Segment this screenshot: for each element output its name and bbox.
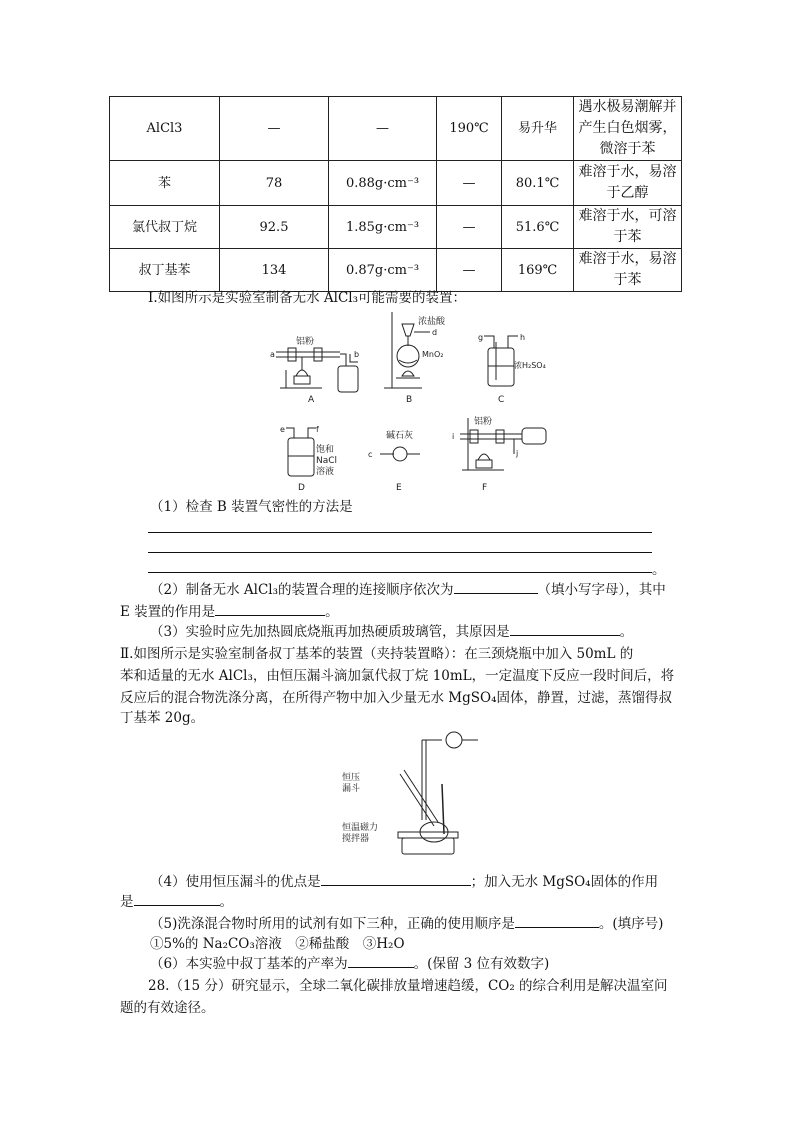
apparatus-b [384, 312, 446, 405]
label-sat-nacl-1: 饱和 [316, 445, 335, 455]
q3-text: （3）实验时应先加热圆底烧瓶再加热硬质玻璃管，其原因是 [150, 624, 510, 640]
apparatus-f [452, 415, 546, 493]
label-D: D [298, 483, 305, 493]
label-sat-nacl-3: 溶液 [316, 467, 335, 477]
label-sat-nacl-2: NaCl [316, 456, 338, 466]
table-cell: AlCl3 [110, 97, 220, 161]
table-cell: 遇水极易潮解并产生白色烟雾，微溶于苯 [574, 97, 682, 161]
table-cell: 易升华 [502, 97, 574, 161]
part1-intro: Ⅰ.如图所示是实验室制备无水 AlCl₃可能需要的装置： [148, 290, 467, 306]
label-stirrer-1: 恒温磁力 [342, 823, 379, 833]
table-cell: 92.5 [220, 206, 329, 249]
label-al-powder-f: 铝粉 [474, 417, 493, 427]
answer-blank [321, 871, 471, 886]
question-4-cont: 是 。 [120, 890, 676, 914]
label-d: d [432, 328, 438, 337]
apparatus-a [270, 335, 359, 405]
label-F: F [482, 483, 488, 493]
table-row [110, 161, 682, 206]
question-6 [150, 952, 706, 976]
label-mno2: MnO₂ [422, 350, 444, 359]
question-3: （3）实验时应先加热圆底烧瓶再加热硬质玻璃管，其原因是 。 [150, 620, 706, 644]
apparatus-c [478, 333, 546, 405]
table-cell: — [437, 206, 502, 249]
label-C: C [498, 395, 505, 405]
label-E: E [396, 483, 402, 493]
part2-intro-4: 丁基苯 20g。 [120, 710, 205, 726]
label-conc-hcl: 浓盐酸 [418, 317, 446, 327]
q2-part-a: （2）制备无水 AlCl₃的装置合理的连接顺序依次为 [150, 582, 454, 598]
q6-text: （6）本实验中叔丁基苯的产率为 [150, 956, 348, 972]
label-funnel-1: 恒压 [342, 773, 361, 783]
table-cell: 0.88g·cm⁻³ [329, 161, 437, 206]
label-c-e: c [368, 450, 373, 459]
label-al-powder-a: 铝粉 [296, 337, 315, 347]
label-conc-h2so4: 浓H₂SO₄ [514, 361, 546, 370]
table-row [110, 97, 682, 161]
label-g: g [478, 333, 484, 342]
table-cell: 190℃ [437, 97, 502, 161]
q2-part-b: （填小写字母），其中 [537, 582, 666, 598]
label-A: A [308, 395, 315, 405]
q5-part-b: 。(填序号) [598, 916, 664, 932]
properties-table [109, 96, 682, 292]
apparatus-e [368, 429, 420, 493]
table-cell: 苯 [110, 161, 220, 206]
table-cell: — [220, 97, 329, 161]
label-funnel-2: 漏斗 [342, 784, 361, 794]
table-cell: 78 [220, 161, 329, 206]
q4-part-c: 是 [120, 894, 134, 910]
q2-part-c: E 装置的作用是 [120, 604, 216, 620]
table-cell: 51.6℃ [502, 206, 574, 249]
table-cell: 134 [220, 249, 329, 292]
label-soda-lime: 碱石灰 [386, 431, 414, 441]
question-1: （1）检查 B 装置气密性的方法是 [150, 499, 353, 515]
question-5-options: ①5%的 Na₂CO₃溶液 ②稀盐酸 ③H₂O [150, 936, 405, 952]
table-cell: — [437, 161, 502, 206]
question-28-line-2: 题的有效途径。 [120, 1000, 215, 1016]
table-cell: 0.87g·cm⁻³ [329, 249, 437, 292]
answer-blank [454, 579, 538, 594]
table-cell: 难溶于水，易溶于乙醇 [574, 161, 682, 206]
table-cell: 难溶于水，易溶于苯 [574, 249, 682, 292]
label-h: h [520, 333, 526, 342]
question-2 [150, 578, 706, 602]
answer-blank [134, 891, 220, 906]
table-row [110, 206, 682, 249]
table-cell: 80.1℃ [502, 161, 574, 206]
label-j: j [516, 449, 519, 458]
answer-blank [215, 601, 325, 616]
question-2-cont: E 装置的作用是 。 [120, 600, 676, 624]
q5-text: （5)洗涤混合物时所用的试剂有如下三种，正确的使用顺序是 [150, 916, 515, 932]
part2-intro-1: Ⅱ.如图所示是实验室制备叔丁基苯的装置（夹持装置略）：在三颈烧瓶中加入 50mL 的 [120, 646, 634, 662]
q6-part-b: 。(保留 3 位有效数字) [413, 956, 550, 972]
label-i: i [452, 432, 455, 441]
answer-blank [348, 953, 414, 968]
answer-line [148, 572, 652, 573]
q4-part-a: （4）使用恒压漏斗的优点是 [150, 874, 321, 890]
table-cell: — [329, 97, 437, 161]
label-a: a [270, 350, 275, 359]
part2-intro-3: 反应后的混合物洗涤分离，在所得产物中加入少量无水 MgSO₄固体，静置，过滤，蒸馏得叔 [120, 690, 672, 706]
table-cell: 1.85g·cm⁻³ [329, 206, 437, 249]
label-stirrer-2: 搅拌器 [342, 834, 370, 844]
period: 。 [652, 562, 666, 578]
answer-blank [515, 913, 599, 928]
apparatus-figure-1 [270, 310, 560, 496]
part2-intro-2: 苯和适量的无水 AlCl₃，由恒压漏斗滴加氯代叔丁烷 10mL，一定温度下反应一段时间后，将 [120, 668, 675, 684]
answer-line [148, 552, 652, 553]
answer-blank [510, 621, 620, 636]
label-f: f [316, 425, 319, 434]
answer-line [148, 532, 652, 533]
label-B: B [406, 395, 413, 405]
label-e: e [280, 425, 285, 434]
question-28-line-1: 28.（15 分）研究显示，全球二氧化碳排放量增速趋缓，CO₂ 的综合利用是解决温室问 [148, 978, 668, 994]
apparatus-d [280, 425, 337, 493]
table-cell: 氯代叔丁烷 [110, 206, 220, 249]
table-cell: — [437, 249, 502, 292]
table-cell: 难溶于水，可溶于苯 [574, 206, 682, 249]
label-b: b [354, 350, 360, 359]
q4-part-b: ；加入无水 MgSO₄固体的作用 [470, 874, 659, 890]
table-cell: 叔丁基苯 [110, 249, 220, 292]
table-cell: 169℃ [502, 249, 574, 292]
apparatus-figure-2 [338, 730, 498, 862]
